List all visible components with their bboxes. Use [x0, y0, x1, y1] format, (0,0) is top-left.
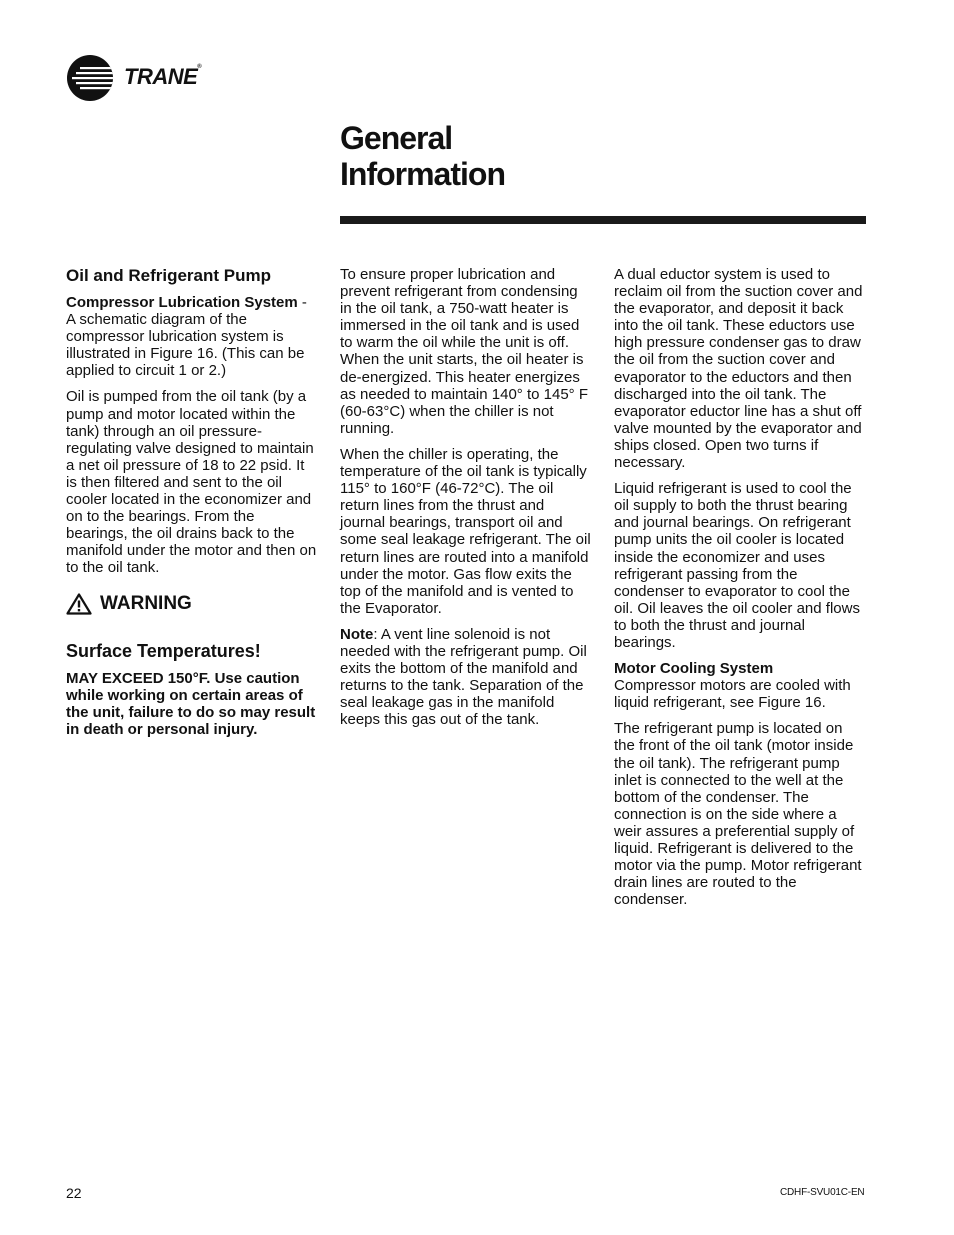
trane-logo-icon [66, 54, 114, 102]
paragraph-oil-pumped: Oil is pumped from the oil tank (by a pump and motor located within the tank) through an oil pressure-regulating valve designed to maintain a net oil pressure of 18 to 22 psid. It is then filtered and sent to the oil cooler located in the economizer and on to the bearings. From the bearings, the oil drains back to the manifold under the motor and then on to the oil tank. [66, 388, 317, 577]
section-heading-oil-pump: Oil and Refrigerant Pump [66, 266, 271, 285]
paragraph-heater: To ensure proper lubrication and prevent refrigerant from condensing in the oil tank, a 750-watt heater is immersed in the oil tank and is used to warm the oil while the unit is off. When the unit starts, the oil heater is de-energized. This heater energizes as needed to maintain 140° to 145° F (60-63°C) when the chiller is not running. [340, 266, 588, 437]
paragraph-liquid-refrigerant: Liquid refrigerant is used to cool the oil supply to both the thrust bearing and journal bearings. On refrigerant pump units the oil cooler is located inside the economizer and uses refrigerant passing from the condenser to evaporator to cool the oil. Oil leaves the oil cooler and flows to both the thrust and journal bearings. [614, 480, 860, 651]
title-rule [340, 216, 866, 224]
surface-temperatures-heading: Surface Temperatures! [66, 640, 261, 661]
page-number: 22 [66, 1185, 82, 1201]
paragraph-motor-cooling: Motor Cooling System Compressor motors are cooled with liquid refrigerant, see Figure 16. [614, 660, 866, 711]
page-title-line2: Information [340, 156, 505, 192]
warning-triangle-icon [66, 593, 92, 615]
paragraph-eductor: A dual eductor system is used to reclaim oil from the suction cover and the evaporator, and deposit it back into the oil tank. These eductors use high pressure condenser gas to draw the oil from the suction cover and evaporator to the eductors and then discharged into the oil tank. The evaporator eductor line has a shut off valve mounted by the evaporator and ships closed. Open two turns if necessary. [614, 266, 863, 472]
warning-banner [66, 593, 318, 615]
column-3 [614, 266, 866, 917]
paragraph-operating-temp: When the chiller is operating, the temperature of the oil tank is typically 115° to 160°F (46-72°C). The oil return lines from the thrust and journal bearings, transport oil and some seal leakage refrigerant. The oil return lines are routed into a manifold under the motor. Gas flow exits the top of the manifold and is vented to the Evaporator. [340, 445, 591, 617]
column-1 [66, 266, 318, 747]
paragraph-lubrication: Compressor Lubrication System - A schematic diagram of the compressor lubrication system is illustrated in Figure 16. (This can be applied to circuit 1 or 2.) [66, 294, 307, 380]
brand-name: TRANE® [124, 64, 202, 89]
warning-label: WARNING [100, 592, 192, 614]
page-title [340, 120, 505, 192]
paragraph-refrigerant-pump: The refrigerant pump is located on the front of the oil tank (motor inside the oil tank). The refrigerant pump inlet is connected to the well at the bottom of the condenser. The connection is on the side where a weir assures a preferential supply of liquid. Refrigerant is delivered to the motor via the pump. Motor refrigerant drain lines are routed to the condenser. [614, 720, 862, 909]
run-in-heading: Compressor Lubrication System [66, 294, 298, 311]
document-code: CDHF-SVU01C-EN [780, 1187, 865, 1198]
paragraph-note: Note: A vent line solenoid is not needed with the refrigerant pump. Oil exits the bottom of the manifold and returns to the tank. Separation of the seal leakage gas in the manifold keeps this gas out of the tank. [340, 625, 587, 729]
warning-text: MAY EXCEED 150°F. Use caution while working on certain areas of the unit, failure to do so may result in death or personal injury. [66, 669, 316, 738]
note-label: Note [340, 625, 374, 643]
column-2 [340, 266, 592, 737]
motor-cooling-heading: Motor Cooling System [614, 660, 774, 678]
trane-logo [66, 54, 216, 102]
page-title-line1: General [340, 120, 453, 156]
